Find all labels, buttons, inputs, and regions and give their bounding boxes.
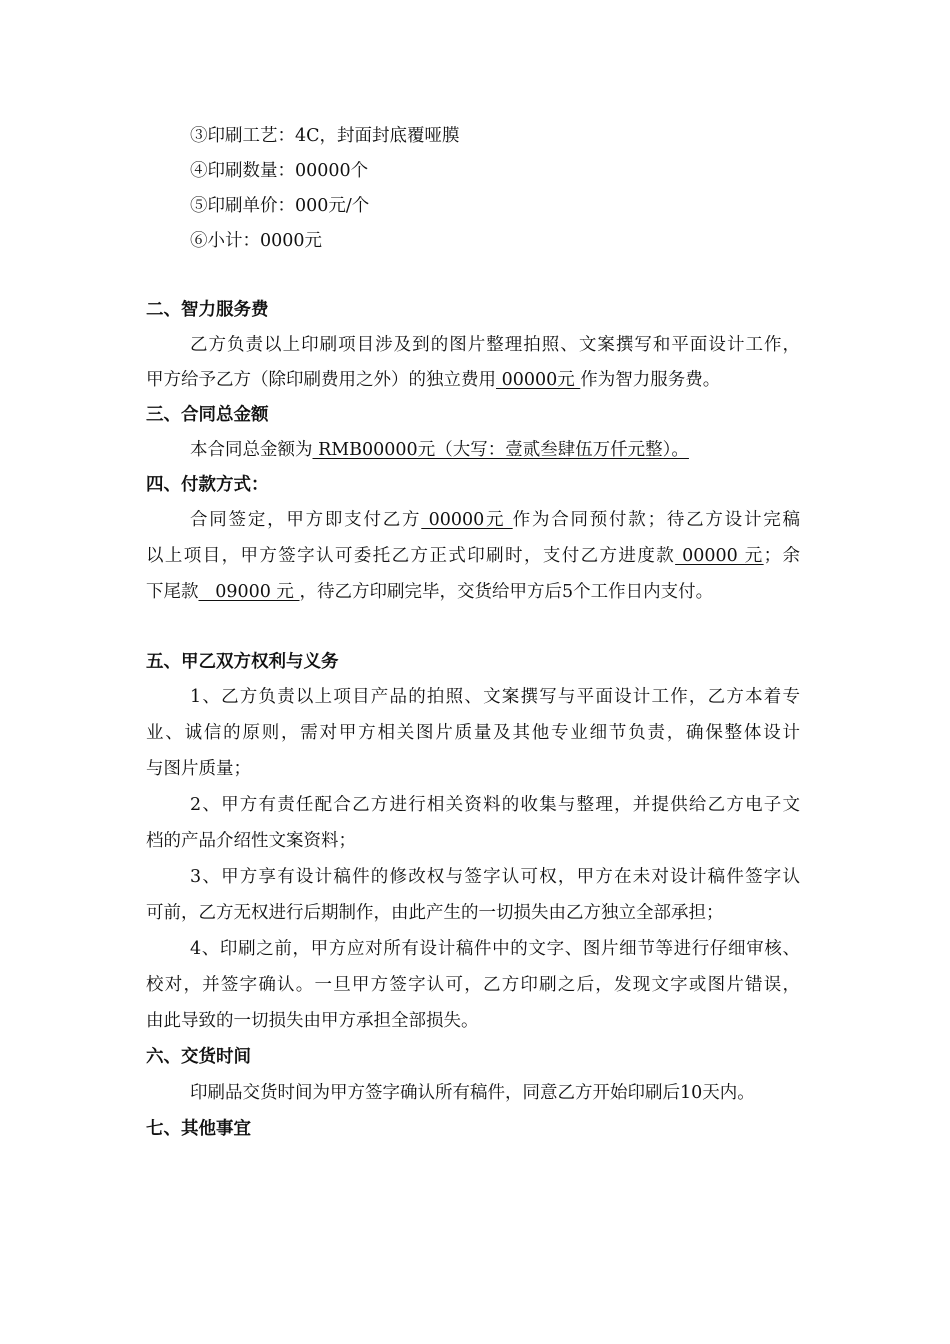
- text-run: 下尾款: [146, 582, 199, 602]
- clause-3-line-2: 可前，乙方无权进行后期制作，由此产生的一切损失由乙方独立全部承担；: [146, 903, 724, 923]
- clause-4-line-2: 校对，并签字确认。一旦甲方签字认可，乙方印刷之后，发现文字或图片错误，: [146, 975, 800, 995]
- progress-payment-amount: 00000 元: [675, 546, 764, 566]
- section-2-heading: 二、智力服务费: [146, 300, 269, 320]
- clause-2-line-2: 档的产品介绍性文案资料；: [146, 831, 356, 851]
- section-6-line-1: 印刷品交货时间为甲方签字确认所有稿件，同意乙方开始印刷后10天内。: [190, 1083, 755, 1103]
- clause-1-line-3: 与图片质量；: [146, 759, 251, 779]
- section-4-heading: 四、付款方式：: [146, 475, 269, 495]
- clause-1-line-1: 1、乙方负责以上项目产品的拍照、文案撰写与平面设计工作，乙方本着专: [190, 687, 800, 707]
- text-run: 本合同总金额为: [190, 440, 313, 460]
- text-run: ；余: [763, 546, 801, 566]
- text-run: 作为合同预付款；待乙方设计完稿: [512, 510, 800, 530]
- text-run: 作为智力服务费。: [580, 370, 721, 390]
- section-4-line-2: [146, 544, 800, 568]
- section-2-line-2: [146, 368, 720, 392]
- text-run: ，待乙方印刷完毕，交货给甲方后5个工作日内支付。: [299, 582, 714, 602]
- section-4-line-3: [146, 580, 713, 604]
- clause-1-line-2: 业、诚信的原则，需对甲方相关图片质量及其他专业细节负责，确保整体设计: [146, 723, 800, 743]
- text-run: 以上项目，甲方签字认可委托乙方正式印刷时，支付乙方进度款: [146, 546, 676, 566]
- final-payment-amount: 09000 元: [198, 582, 300, 602]
- section-6-heading: 六、交货时间: [146, 1047, 251, 1067]
- print-quantity-item: ④印刷数量：00000个: [190, 161, 369, 181]
- section-3-heading: 三、合同总金额: [146, 405, 269, 425]
- section-2-line-1: 乙方负责以上印刷项目涉及到的图片整理拍照、文案撰写和平面设计工作，: [190, 335, 800, 355]
- section-4-line-1: [190, 508, 800, 532]
- clause-4-line-3: 由此导致的一切损失由甲方承担全部损失。: [146, 1011, 479, 1031]
- subtotal-item: ⑥小计：0000元: [190, 231, 323, 251]
- print-process-item: ③印刷工艺：4C，封面封底覆哑膜: [190, 126, 460, 146]
- clause-2-line-1: 2、甲方有责任配合乙方进行相关资料的收集与整理，并提供给乙方电子文: [190, 795, 800, 815]
- clause-3-line-1: 3、甲方享有设计稿件的修改权与签字认可权，甲方在未对设计稿件签字认: [190, 867, 800, 887]
- unit-price-item: ⑤印刷单价：000元/个: [190, 196, 370, 216]
- text-run: 合同签定，甲方即支付乙方: [190, 510, 422, 530]
- text-run: 甲方给予乙方（除印刷费用之外）的独立费用: [146, 370, 496, 390]
- section-5-heading: 五、甲乙双方权利与义务: [146, 652, 339, 672]
- prepayment-amount: 00000元: [421, 510, 513, 530]
- section-3-line-1: [190, 438, 689, 462]
- service-fee-amount: 00000元: [496, 370, 581, 390]
- total-amount: RMB00000元（大写：壹贰叁肆伍万仟元整）。: [312, 440, 689, 460]
- section-7-heading: 七、其他事宜: [146, 1119, 251, 1139]
- clause-4-line-1: 4、印刷之前，甲方应对所有设计稿件中的文字、图片细节等进行仔细审核、: [190, 939, 800, 959]
